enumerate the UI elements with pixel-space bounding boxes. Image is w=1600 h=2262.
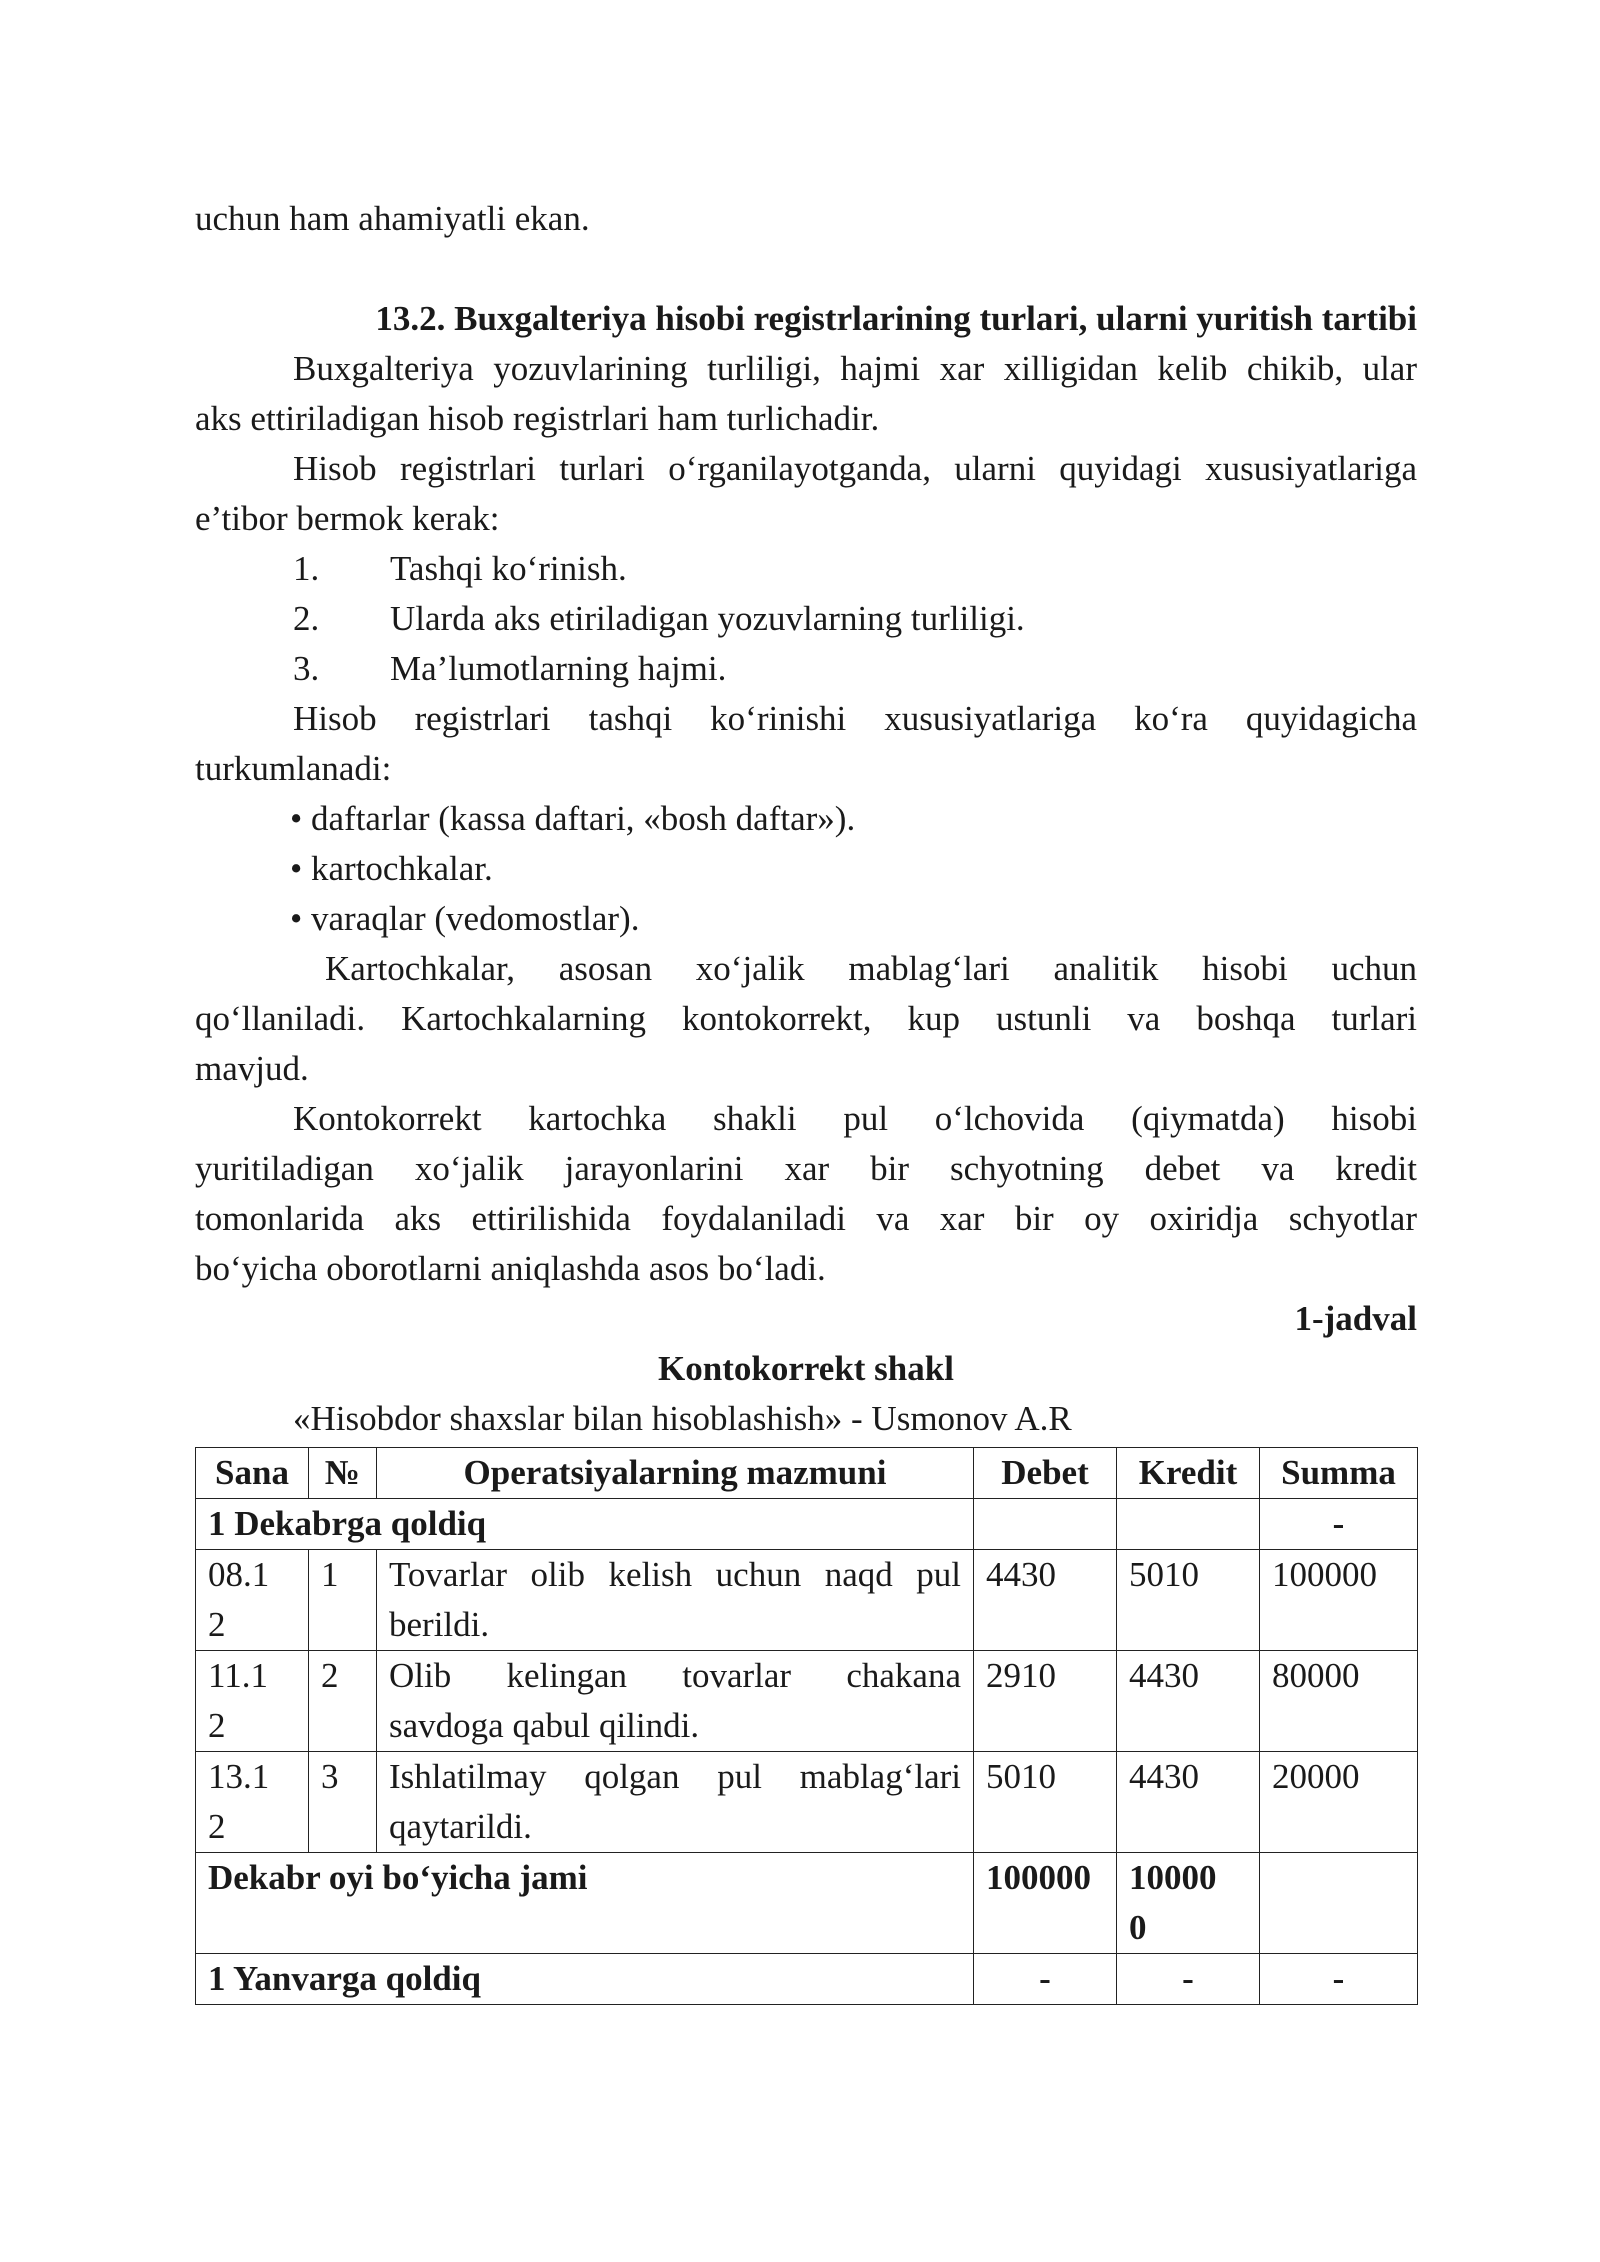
operation-cell <box>377 1550 974 1651</box>
paragraph-line: e’tibor bermok kerak: <box>195 499 500 538</box>
total-row <box>196 1853 1418 1954</box>
sum-cell: 80000 <box>1260 1651 1418 1752</box>
section-heading: 13.2. Buxgalteriya hisobi registrlarining turlari, ularni yuritish tartibi <box>375 299 1417 338</box>
closing-balance-credit: - <box>1117 1954 1260 2005</box>
table-title: Kontokorrekt shakl <box>658 1349 954 1388</box>
operation-text: Olib kelingan tovarlar chakana <box>389 1656 961 1695</box>
header-debit: Debet <box>974 1448 1117 1499</box>
paragraph-line: Kartochkalar, asosan xo‘jalik mablag‘lari analitik hisobi uchun <box>325 949 1417 988</box>
date-cell <box>196 1651 309 1752</box>
item-text: Ma’lumotlarning hajmi. <box>390 649 727 688</box>
closing-balance-label: 1 Yanvarga qoldiq <box>196 1954 974 2005</box>
total-credit <box>1117 1853 1260 1954</box>
credit-cell: 5010 <box>1117 1550 1260 1651</box>
sum-cell: 20000 <box>1260 1752 1418 1853</box>
opening-balance-row <box>196 1499 1418 1550</box>
number-cell: 3 <box>309 1752 377 1853</box>
operation-text: berildi. <box>389 1605 490 1644</box>
table-subtitle: «Hisobdor shaxslar bilan hisoblashish» - Usmonov A.R <box>293 1399 1072 1438</box>
bullet-icon: • <box>290 799 303 838</box>
credit-cell: 4430 <box>1117 1752 1260 1853</box>
date-part: 11.1 <box>208 1656 268 1695</box>
debit-cell: 2910 <box>974 1651 1117 1752</box>
header-operation: Operatsiyalarning mazmuni <box>377 1448 974 1499</box>
table-header-row <box>196 1448 1418 1499</box>
paragraph-line: Hisob registrlari turlari o‘rganilayotganda, ularni quyidagi xususiyatlariga <box>293 449 1417 488</box>
bullet-text: daftarlar (kassa daftari, «bosh daftar»). <box>311 799 856 838</box>
opening-balance-label: 1 Dekabrga qoldiq <box>196 1499 974 1550</box>
paragraph-line: qo‘llaniladi. Kartochkalarning kontokorrekt, kup ustunli va boshqa turlari <box>195 999 1417 1038</box>
number-cell: 1 <box>309 1550 377 1651</box>
header-number: № <box>309 1448 377 1499</box>
date-cell <box>196 1752 309 1853</box>
opening-balance-credit <box>1117 1499 1260 1550</box>
header-credit: Kredit <box>1117 1448 1260 1499</box>
date-part: 08.1 <box>208 1555 270 1594</box>
header-date: Sana <box>196 1448 309 1499</box>
item-text: Tashqi ko‘rinish. <box>390 549 627 588</box>
paragraph-line: Kontokorrekt kartochka shakli pul o‘lchovida (qiymatda) hisobi <box>293 1099 1417 1138</box>
total-sum <box>1260 1853 1418 1954</box>
date-cell <box>196 1550 309 1651</box>
sum-cell: 100000 <box>1260 1550 1418 1651</box>
total-credit-part: 0 <box>1129 1908 1147 1947</box>
kontokorrekt-table <box>195 1447 1418 2005</box>
paragraph-line: aks ettiriladigan hisob registrlari ham turlichadir. <box>195 399 880 438</box>
operation-text: Tovarlar olib kelish uchun naqd pul <box>389 1555 961 1594</box>
paragraph-line: Hisob registrlari tashqi ko‘rinishi xususiyatlariga ko‘ra quyidagicha <box>293 699 1417 738</box>
total-debit: 100000 <box>974 1853 1117 1954</box>
table-row <box>196 1651 1418 1752</box>
operation-text: Ishlatilmay qolgan pul mablag‘lari <box>389 1757 961 1796</box>
operation-text: savdoga qabul qilindi. <box>389 1706 700 1745</box>
table-row <box>196 1550 1418 1651</box>
paragraph-line: yuritiladigan xo‘jalik jarayonlarini xar bir schyotning debet va kredit <box>195 1149 1417 1188</box>
date-part: 13.1 <box>208 1757 270 1796</box>
date-part: 2 <box>208 1807 226 1846</box>
bullet-icon: • <box>290 849 303 888</box>
opening-balance-debit <box>974 1499 1117 1550</box>
paragraph-line: tomonlarida aks ettirilishida foydalaniladi va xar bir oy oxiridja schyotlar <box>195 1199 1417 1238</box>
debit-cell: 5010 <box>974 1752 1117 1853</box>
closing-balance-row <box>196 1954 1418 2005</box>
opening-balance-sum: - <box>1260 1499 1418 1550</box>
paragraph-end-line: uchun ham ahamiyatli ekan. <box>195 199 590 238</box>
item-number: 1. <box>293 549 320 588</box>
number-cell: 2 <box>309 1651 377 1752</box>
date-part: 2 <box>208 1605 226 1644</box>
operation-text: qaytarildi. <box>389 1807 532 1846</box>
item-number: 3. <box>293 649 320 688</box>
operation-cell <box>377 1752 974 1853</box>
date-part: 2 <box>208 1706 226 1745</box>
item-number: 2. <box>293 599 320 638</box>
credit-cell: 4430 <box>1117 1651 1260 1752</box>
header-sum: Summa <box>1260 1448 1418 1499</box>
bullet-text: varaqlar (vedomostlar). <box>311 899 640 938</box>
paragraph-line: mavjud. <box>195 1049 309 1088</box>
paragraph-line: turkumlanadi: <box>195 749 392 788</box>
total-label: Dekabr oyi bo‘yicha jami <box>196 1853 974 1954</box>
table-number: 1-jadval <box>1294 1299 1417 1338</box>
paragraph-line: bo‘yicha oborotlarni aniqlashda asos bo‘ladi. <box>195 1249 826 1288</box>
paragraph-line: Buxgalteriya yozuvlarining turliligi, hajmi xar xilligidan kelib chikib, ular <box>293 349 1417 388</box>
bullet-icon: • <box>290 899 303 938</box>
closing-balance-debit: - <box>974 1954 1117 2005</box>
closing-balance-sum: - <box>1260 1954 1418 2005</box>
item-text: Ularda aks etiriladigan yozuvlarning turliligi. <box>390 599 1025 638</box>
bullet-text: kartochkalar. <box>311 849 493 888</box>
table-row <box>196 1752 1418 1853</box>
operation-cell <box>377 1651 974 1752</box>
total-credit-part: 10000 <box>1129 1858 1217 1897</box>
debit-cell: 4430 <box>974 1550 1117 1651</box>
